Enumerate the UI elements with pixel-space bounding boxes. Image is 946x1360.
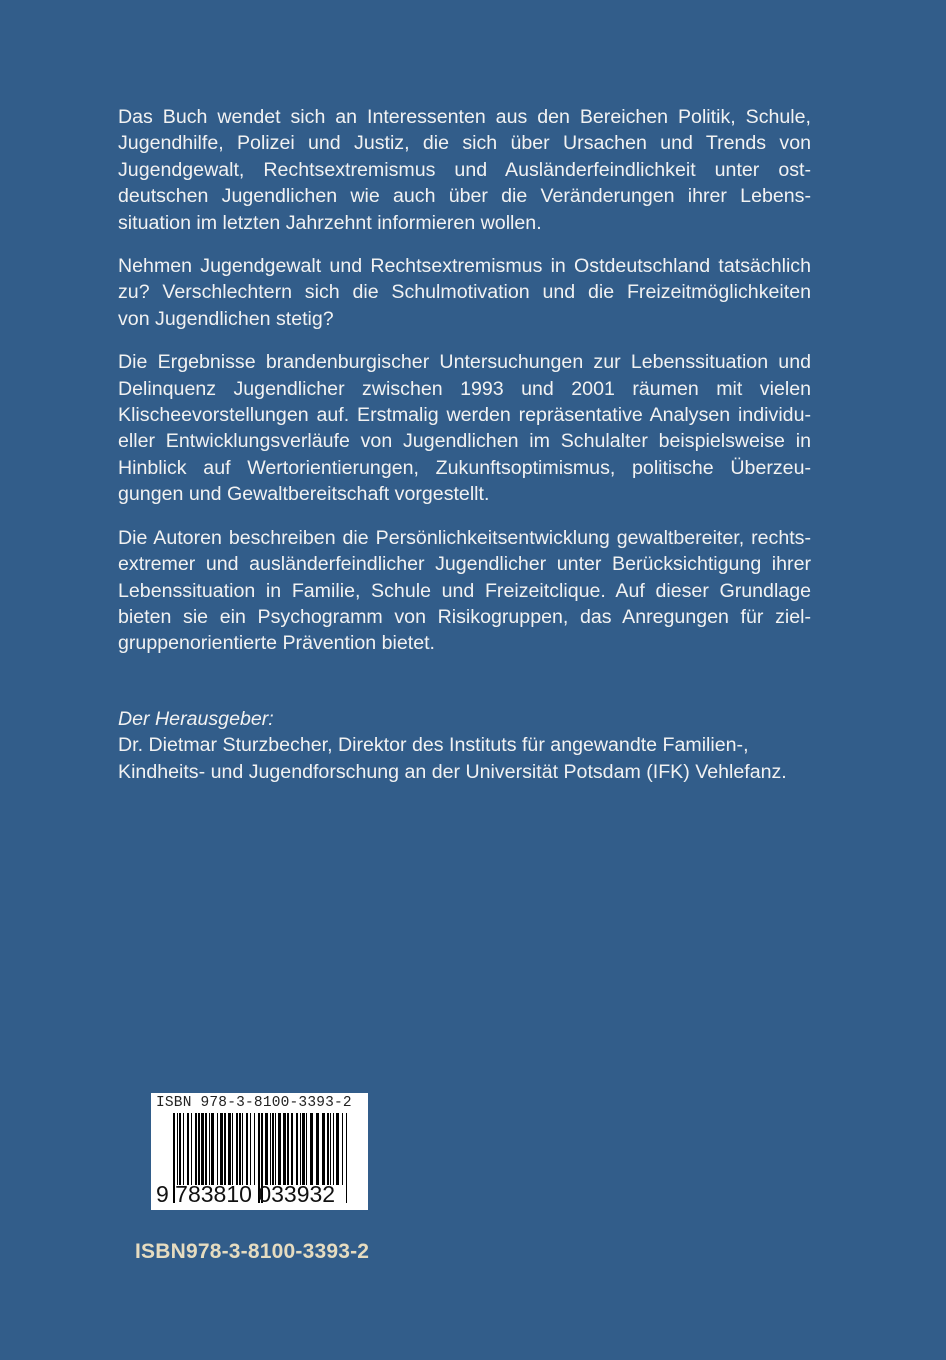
barcode-bar <box>198 1113 200 1185</box>
text-line: Hinblick auf Wertorientierungen, Zukunftsoptimismus, politische Überzeu- <box>118 456 811 479</box>
barcode-bar <box>283 1113 286 1185</box>
barcode-bar <box>205 1113 207 1185</box>
barcode-bar <box>330 1113 331 1185</box>
barcode-bar <box>275 1113 276 1185</box>
barcode-bar <box>209 1113 210 1185</box>
text-line: bieten sie ein Psychogramm von Risikogruppen, das Anregungen für ziel- <box>118 605 811 628</box>
text-line: von Jugendlichen stetig? <box>118 307 334 330</box>
text-line: Klischeevorstellungen auf. Erstmalig werden repräsentative Analysen individu- <box>118 404 811 427</box>
barcode-bar <box>342 1113 343 1185</box>
text-line: Die Ergebnisse brandenburgischer Untersuchungen zur Lebenssituation und <box>118 351 811 374</box>
barcode-bar <box>310 1113 313 1185</box>
barcode-bar <box>254 1113 255 1185</box>
text-line: extremer und ausländerfeindlicher Jugendlicher unter Berücksichtigung ihrer <box>118 553 811 576</box>
text-line: Jugendgewalt, Rechtsextremismus und Ausländerfeindlichkeit unter ost- <box>118 158 811 181</box>
barcode-bar <box>224 1113 226 1185</box>
text-line: Jugendhilfe, Polizei und Justiz, die sich über Ursachen und Trends von <box>118 132 811 155</box>
text-line: zu? Verschlechtern sich die Schulmotivation und die Freizeitmöglichkeiten <box>118 281 811 304</box>
text-line: Die Autoren beschreiben die Persönlichkeitsentwicklung gewaltbereiter, rechts- <box>118 526 811 549</box>
text-line: Delinquenz Jugendlicher zwischen 1993 und 2001 räumen mit vielen <box>118 377 811 400</box>
text-line: eller Entwicklungsverläufe von Jugendlichen im Schulalter beispielsweise in <box>118 430 811 453</box>
barcode-bar <box>217 1113 218 1185</box>
barcode-bar <box>346 1113 347 1203</box>
text-line: deutschen Jugendlichen wie auch über die Veränderungen ihrer Lebens- <box>118 185 811 208</box>
paragraph <box>118 349 811 507</box>
barcode-bar <box>183 1113 184 1185</box>
text-line: Das Buch wendet sich an Interessenten aus den Bereichen Politik, Schule, <box>118 106 811 128</box>
barcode-bar <box>201 1113 204 1185</box>
barcode-bar <box>287 1113 289 1185</box>
barcode-bar <box>179 1113 181 1185</box>
barcode-bar <box>228 1113 231 1185</box>
barcode-bar <box>265 1113 268 1185</box>
barcode-bar <box>306 1113 307 1185</box>
barcode-bar <box>296 1113 298 1185</box>
editor-line: Dr. Dietmar Sturzbecher, Direktor des Instituts für angewandte Familien-, <box>118 734 749 757</box>
barcode-bar <box>327 1113 329 1185</box>
barcode-bar <box>333 1113 334 1185</box>
barcode-bar <box>242 1113 243 1185</box>
isbn-label: ISBN978-3-8100-3393-2 <box>135 1240 370 1263</box>
barcode-bar <box>239 1113 241 1185</box>
text-line: gungen und Gewaltbereitschaft vorgestellt. <box>118 483 490 506</box>
barcode-bar <box>220 1113 223 1185</box>
text-line: situation im letzten Jahrzehnt informieren wollen. <box>118 211 542 234</box>
barcode-bar <box>278 1113 281 1185</box>
barcode-bar <box>316 1113 319 1185</box>
barcode-isbn-text: ISBN 978-3-8100-3393-2 <box>156 1095 352 1111</box>
editor-line: Kindheits- und Jugendforschung an der Universität Potsdam (IFK) Vehlefanz. <box>118 760 787 783</box>
editor-section <box>118 706 818 785</box>
barcode-bar <box>291 1113 293 1185</box>
barcode-bar <box>195 1113 197 1185</box>
barcode-bar <box>191 1113 192 1185</box>
barcode-bar <box>211 1113 214 1185</box>
barcode-bar <box>177 1113 178 1185</box>
barcode-bar <box>336 1113 339 1185</box>
barcode-bar <box>250 1113 251 1185</box>
barcode-bar <box>236 1113 238 1185</box>
editor-label: Der Herausgeber: <box>118 708 274 730</box>
barcode-bar <box>302 1113 305 1185</box>
barcode-bar <box>272 1113 274 1185</box>
paragraph <box>118 253 811 332</box>
text-line: gruppenorientierte Prävention bietet. <box>118 632 435 655</box>
barcode-bar <box>270 1113 271 1185</box>
text-line: Nehmen Jugendgewalt und Rechtsextremismus in Ostdeutschland tatsächlich <box>118 255 811 278</box>
paragraph <box>118 104 811 236</box>
barcode-bar <box>232 1113 233 1185</box>
blurb-text <box>118 104 811 674</box>
barcode-bar <box>246 1113 248 1185</box>
barcode-bar <box>187 1113 189 1185</box>
barcode <box>151 1093 368 1210</box>
text-line: Lebenssituation in Familie, Schule und Freizeitclique. Auf dieser Grundlage <box>118 579 811 602</box>
barcode-bar <box>300 1113 301 1185</box>
paragraph <box>118 525 811 657</box>
barcode-digits: 9 783810 033932 <box>156 1181 336 1207</box>
barcode-bar <box>322 1113 325 1185</box>
